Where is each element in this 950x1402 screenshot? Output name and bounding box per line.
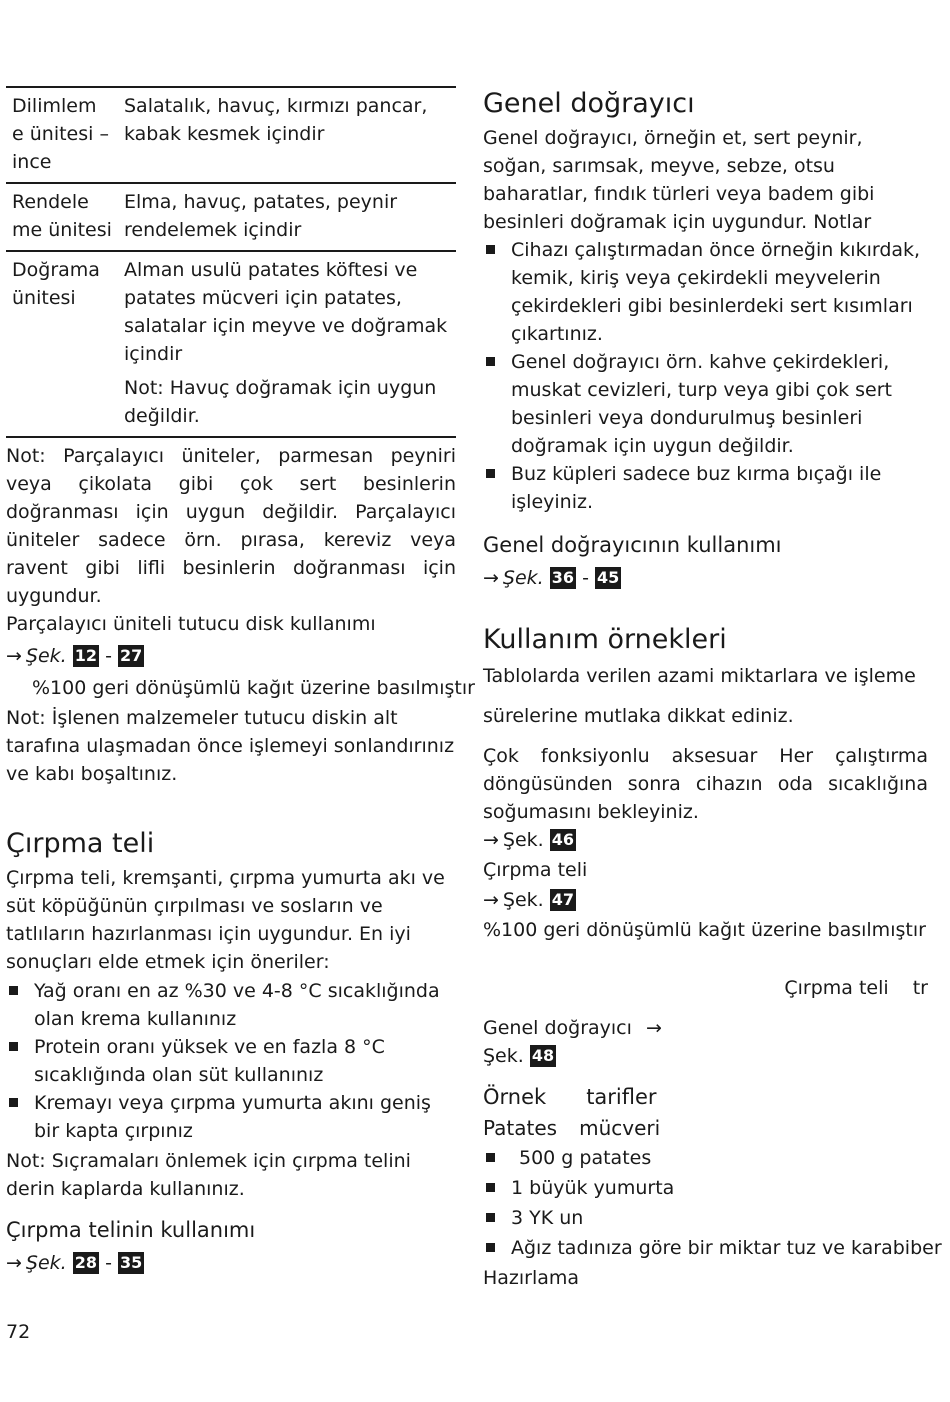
units-table	[6, 86, 456, 438]
range-separator: -	[105, 1252, 112, 1274]
recycled-paper-note: %100 geri dönüşümlü kağıt üzerine basılmıştır	[32, 677, 475, 699]
whisk-note: Not: Sıçramaları önlemek için çırpma telini derin kaplarda kullanınız.	[6, 1150, 411, 1200]
list-item: Genel doğrayıcı örn. kahve çekirdekleri, muskat cevizleri, turp veya gibi çok sert besinleri veya dondurulmuş besinleri doğramak için uygun değildir.	[483, 348, 928, 460]
figure-reference	[483, 826, 928, 854]
table-row	[6, 87, 456, 183]
left-column	[6, 86, 475, 1277]
range-separator: -	[105, 645, 112, 667]
figure-number[interactable]: 36	[551, 568, 575, 587]
list-item: Cihazı çalıştırmadan önce örneğin kıkırdak, kemik, kiriş veya çekirdekli meyvelerin çekirdekleri gibi besinlerdeki sert kısımları çıkartınız.	[483, 236, 928, 348]
unit-name: Dilimlem e ünitesi – ince	[12, 95, 109, 173]
footer-language: tr	[912, 977, 928, 999]
figure-label: Şek.	[483, 1045, 524, 1067]
unit-name: Rendele me ünitesi	[12, 191, 112, 241]
section-heading-chopper-usage: Genel doğrayıcının kullanımı	[483, 533, 782, 557]
figure-number[interactable]: 28	[74, 1253, 98, 1272]
list-item: 500 g patates	[483, 1144, 928, 1172]
right-column	[483, 86, 942, 1292]
preparation-heading: Hazırlama	[483, 1267, 580, 1289]
figure-label: Şek.	[25, 1252, 67, 1274]
ingredients-list	[483, 1144, 942, 1262]
figure-reference	[483, 1042, 928, 1070]
unit-description-text: Salatalık, havuç, kırmızı pancar, kabak kesmek içindir	[124, 95, 428, 145]
whisk-intro: Çırpma teli, kremşanti, çırpma yumurta akı ve süt köpüğünün çırpılması ve sosların ve tatlıların hazırlanması için uygundur. En iyi sonuçları elde etmek için öneriler:	[6, 867, 445, 973]
chopper-figure-reference	[483, 1014, 928, 1042]
recycled-paper-note: %100 geri dönüşümlü kağıt üzerine basılmıştır	[483, 919, 926, 941]
figure-reference	[483, 564, 928, 592]
figure-label: Şek.	[25, 645, 67, 667]
figure-number[interactable]: 35	[119, 1253, 143, 1272]
multi-accessory-note: Çok fonksiyonlu aksesuar Her çalıştırma döngüsünden sonra cihazın oda sıcaklığına soğumasını bekleyiniz.	[483, 745, 928, 823]
figure-number[interactable]: 46	[551, 830, 575, 849]
recipe-title	[483, 1114, 928, 1142]
section-heading-recipes	[483, 1082, 928, 1112]
figure-number[interactable]: 12	[74, 646, 98, 665]
unit-description	[118, 183, 456, 251]
unit-description-text: Alman usulü patates köftesi ve patates mücveri için patates, salatalar için meyve ve doğramak içindir	[124, 259, 448, 365]
range-separator: -	[582, 567, 589, 589]
chopper-notes-list	[483, 236, 928, 516]
figure-label: Şek.	[502, 829, 544, 851]
recipes-word: Örnek	[483, 1085, 547, 1109]
figure-label: Şek.	[502, 889, 544, 911]
table-row	[6, 183, 456, 251]
examples-intro-continued: sürelerine mutlaka dikkat ediniz.	[483, 705, 794, 727]
figure-number[interactable]: 48	[531, 1046, 555, 1065]
figure-reference	[6, 1249, 456, 1277]
unit-description	[118, 87, 456, 183]
footer-label: Çırpma teli	[784, 977, 889, 999]
unit-description-text: Elma, havuç, patates, peynir rendelemek içindir	[124, 191, 398, 241]
list-item: 3 YK un	[483, 1204, 928, 1232]
examples-intro: Tablolarda verilen azami miktarlara ve işleme	[483, 665, 916, 687]
unit-description-note: Not: Havuç doğramak için uygun değildir.	[124, 377, 437, 427]
shredder-usage-heading: Parçalayıcı üniteli tutucu disk kullanımı	[6, 613, 376, 635]
processing-note: Not: İşlenen malzemeler tutucu diskin alt tarafına ulaşmadan önce işlemeyi sonlandırınız ve kabı boşaltınız.	[6, 707, 455, 785]
whisk-tips-list	[6, 977, 456, 1145]
page-number: 72	[6, 1321, 31, 1343]
section-heading-chopper: Genel doğrayıcı	[483, 88, 695, 119]
list-item: Ağız tadınıza göre bir miktar tuz ve karabiber	[483, 1234, 928, 1262]
recipes-word: tarifler	[586, 1085, 657, 1109]
figure-number[interactable]: 47	[551, 890, 575, 909]
recipe-word: mücveri	[579, 1116, 661, 1140]
unit-name: Doğrama ünitesi	[12, 259, 100, 309]
arrow-right-icon: →	[483, 889, 499, 911]
shredder-note: Not: Parçalayıcı üniteler, parmesan peyniri veya çikolata gibi çok sert besinlerin doğranması için uygun değildir. Parçalayıcı üniteler sadece örn. pırasa, kereviz veya ravent gibi lifli besinlerin doğranması için uygundur.	[6, 445, 456, 607]
arrow-right-icon: →	[483, 567, 499, 589]
figure-number[interactable]: 27	[119, 646, 143, 665]
list-item: Buz küpleri sadece buz kırma bıçağı ile işleyiniz.	[483, 460, 928, 516]
arrow-right-icon: →	[483, 829, 499, 851]
whisk-label: Çırpma teli	[483, 859, 588, 881]
arrow-right-icon: →	[645, 1017, 662, 1039]
list-item: Protein oranı yüksek ve en fazla 8 °C sıcaklığında olan süt kullanınız	[6, 1033, 456, 1089]
figure-label: Şek.	[502, 567, 544, 589]
recipe-word: Patates	[483, 1116, 558, 1140]
unit-description	[118, 251, 456, 437]
figure-reference	[6, 642, 456, 670]
section-heading-whisk-usage: Çırpma telinin kullanımı	[6, 1218, 256, 1242]
table-row	[6, 251, 456, 437]
chopper-intro: Genel doğrayıcı, örneğin et, sert peynir, soğan, sarımsak, meyve, sebze, otsu baharatlar, fındık türleri veya badem gibi besinleri doğramak için uygundur. Notlar	[483, 127, 875, 233]
list-item: Yağ oranı en az %30 ve 4-8 °C sıcaklığında olan krema kullanınız	[6, 977, 456, 1033]
running-footer	[483, 974, 928, 1002]
arrow-right-icon: →	[6, 645, 22, 667]
list-item: 1 büyük yumurta	[483, 1174, 928, 1202]
chopper-label: Genel doğrayıcı	[483, 1017, 632, 1039]
list-item: Kremayı veya çırpma yumurta akını geniş bir kapta çırpınız	[6, 1089, 456, 1145]
figure-reference	[483, 886, 928, 914]
section-heading-examples: Kullanım örnekleri	[483, 624, 727, 655]
section-heading-whisk: Çırpma teli	[6, 828, 155, 859]
arrow-right-icon: →	[6, 1252, 22, 1274]
figure-number[interactable]: 45	[596, 568, 620, 587]
